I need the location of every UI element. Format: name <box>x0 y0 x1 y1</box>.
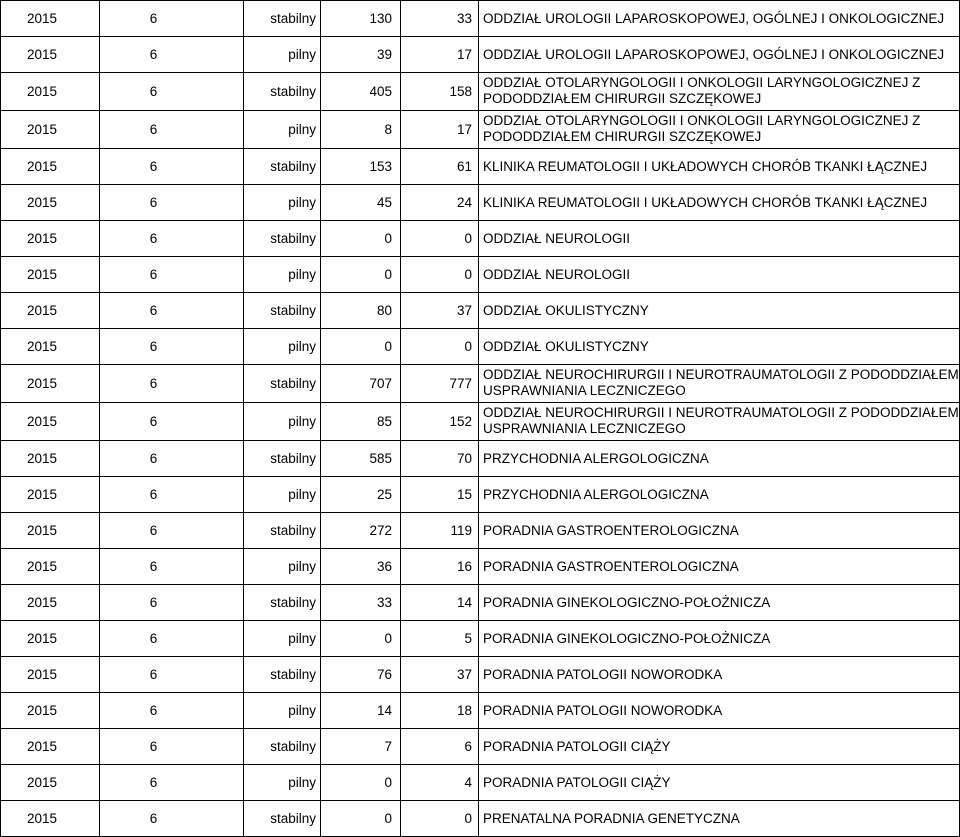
department-name-cell: ODDZIAŁ OKULISTYCZNY <box>479 293 960 329</box>
count-a-cell: 7 <box>321 729 401 765</box>
year-cell: 2015 <box>1 111 100 149</box>
count-a-cell: 0 <box>321 257 401 293</box>
department-name-cell: PORADNIA GASTROENTEROLOGICZNA <box>479 549 960 585</box>
count-b-cell: 18 <box>401 693 479 729</box>
table-row <box>1 1 960 37</box>
priority-cell: stabilny <box>244 801 321 837</box>
count-a-cell: 585 <box>321 441 401 477</box>
year-cell: 2015 <box>1 221 100 257</box>
count-b-cell: 777 <box>401 365 479 403</box>
table-row <box>1 111 960 149</box>
priority-cell: pilny <box>244 403 321 441</box>
table-row <box>1 403 960 441</box>
priority-cell: stabilny <box>244 729 321 765</box>
count-a-cell: 0 <box>321 329 401 365</box>
department-name-cell: PORADNIA GINEKOLOGICZNO-POŁOŻNICZA <box>479 621 960 657</box>
count-b-cell: 6 <box>401 729 479 765</box>
department-name-cell: ODDZIAŁ NEUROCHIRURGII I NEUROTRAUMATOLOGII Z PODODDZIAŁEM USPRAWNIANIA LECZNICZEGO <box>479 365 960 403</box>
table-row <box>1 621 960 657</box>
count-a-cell: 80 <box>321 293 401 329</box>
count-a-cell: 153 <box>321 149 401 185</box>
year-cell: 2015 <box>1 365 100 403</box>
year-cell: 2015 <box>1 441 100 477</box>
month-cell: 6 <box>100 111 244 149</box>
priority-cell: pilny <box>244 765 321 801</box>
count-a-cell: 33 <box>321 585 401 621</box>
year-cell: 2015 <box>1 149 100 185</box>
department-name-cell: PORADNIA PATOLOGII CIĄŻY <box>479 765 960 801</box>
count-b-cell: 17 <box>401 37 479 73</box>
count-b-cell: 16 <box>401 549 479 585</box>
table-row <box>1 585 960 621</box>
year-cell: 2015 <box>1 585 100 621</box>
count-a-cell: 707 <box>321 365 401 403</box>
count-b-cell: 0 <box>401 329 479 365</box>
table-row <box>1 185 960 221</box>
month-cell: 6 <box>100 441 244 477</box>
year-cell: 2015 <box>1 185 100 221</box>
department-name-cell: PRZYCHODNIA ALERGOLOGICZNA <box>479 477 960 513</box>
department-name-cell: ODDZIAŁ NEUROLOGII <box>479 257 960 293</box>
year-cell: 2015 <box>1 1 100 37</box>
count-b-cell: 0 <box>401 221 479 257</box>
count-b-cell: 5 <box>401 621 479 657</box>
month-cell: 6 <box>100 221 244 257</box>
count-b-cell: 14 <box>401 585 479 621</box>
table-row <box>1 729 960 765</box>
year-cell: 2015 <box>1 621 100 657</box>
month-cell: 6 <box>100 37 244 73</box>
count-b-cell: 152 <box>401 403 479 441</box>
year-cell: 2015 <box>1 801 100 837</box>
month-cell: 6 <box>100 73 244 111</box>
priority-cell: pilny <box>244 111 321 149</box>
count-b-cell: 119 <box>401 513 479 549</box>
priority-cell: pilny <box>244 477 321 513</box>
department-name-cell: ODDZIAŁ NEUROCHIRURGII I NEUROTRAUMATOLOGII Z PODODDZIAŁEM USPRAWNIANIA LECZNICZEGO <box>479 403 960 441</box>
count-a-cell: 45 <box>321 185 401 221</box>
table-row <box>1 149 960 185</box>
table-row <box>1 477 960 513</box>
department-name-cell: ODDZIAŁ UROLOGII LAPAROSKOPOWEJ, OGÓLNEJ I ONKOLOGICZNEJ <box>479 37 960 73</box>
priority-cell: stabilny <box>244 513 321 549</box>
count-b-cell: 37 <box>401 293 479 329</box>
priority-cell: pilny <box>244 693 321 729</box>
priority-cell: stabilny <box>244 657 321 693</box>
year-cell: 2015 <box>1 477 100 513</box>
priority-cell: pilny <box>244 621 321 657</box>
count-a-cell: 76 <box>321 657 401 693</box>
count-b-cell: 24 <box>401 185 479 221</box>
year-cell: 2015 <box>1 403 100 441</box>
table-row <box>1 765 960 801</box>
year-cell: 2015 <box>1 693 100 729</box>
department-name-cell: PRENATALNA PORADNIA GENETYCZNA <box>479 801 960 837</box>
table-row <box>1 257 960 293</box>
month-cell: 6 <box>100 477 244 513</box>
month-cell: 6 <box>100 765 244 801</box>
priority-cell: stabilny <box>244 585 321 621</box>
year-cell: 2015 <box>1 765 100 801</box>
priority-cell: stabilny <box>244 73 321 111</box>
month-cell: 6 <box>100 403 244 441</box>
month-cell: 6 <box>100 657 244 693</box>
count-a-cell: 25 <box>321 477 401 513</box>
year-cell: 2015 <box>1 657 100 693</box>
count-a-cell: 0 <box>321 621 401 657</box>
year-cell: 2015 <box>1 729 100 765</box>
priority-cell: stabilny <box>244 221 321 257</box>
month-cell: 6 <box>100 329 244 365</box>
month-cell: 6 <box>100 549 244 585</box>
month-cell: 6 <box>100 693 244 729</box>
year-cell: 2015 <box>1 549 100 585</box>
department-name-cell: PORADNIA PATOLOGII NOWORODKA <box>479 693 960 729</box>
month-cell: 6 <box>100 1 244 37</box>
department-name-cell: ODDZIAŁ NEUROLOGII <box>479 221 960 257</box>
table-row <box>1 329 960 365</box>
count-a-cell: 405 <box>321 73 401 111</box>
count-b-cell: 0 <box>401 257 479 293</box>
count-b-cell: 61 <box>401 149 479 185</box>
table-row <box>1 365 960 403</box>
month-cell: 6 <box>100 185 244 221</box>
department-name-cell: PORADNIA PATOLOGII CIĄŻY <box>479 729 960 765</box>
year-cell: 2015 <box>1 73 100 111</box>
year-cell: 2015 <box>1 257 100 293</box>
count-a-cell: 8 <box>321 111 401 149</box>
count-b-cell: 4 <box>401 765 479 801</box>
month-cell: 6 <box>100 621 244 657</box>
priority-cell: stabilny <box>244 441 321 477</box>
priority-cell: pilny <box>244 329 321 365</box>
year-cell: 2015 <box>1 37 100 73</box>
department-name-cell: ODDZIAŁ OKULISTYCZNY <box>479 329 960 365</box>
table-row <box>1 801 960 837</box>
table-row <box>1 693 960 729</box>
department-name-cell: ODDZIAŁ OTOLARYNGOLOGII I ONKOLOGII LARYNGOLOGICZNEJ Z PODODDZIAŁEM CHIRURGII SZCZĘKOWEJ <box>479 73 960 111</box>
table-row <box>1 513 960 549</box>
table-row <box>1 657 960 693</box>
priority-cell: pilny <box>244 37 321 73</box>
count-a-cell: 39 <box>321 37 401 73</box>
count-b-cell: 70 <box>401 441 479 477</box>
count-a-cell: 36 <box>321 549 401 585</box>
count-b-cell: 0 <box>401 801 479 837</box>
count-a-cell: 0 <box>321 221 401 257</box>
count-a-cell: 0 <box>321 801 401 837</box>
count-b-cell: 17 <box>401 111 479 149</box>
month-cell: 6 <box>100 257 244 293</box>
table-row <box>1 549 960 585</box>
count-a-cell: 272 <box>321 513 401 549</box>
count-a-cell: 0 <box>321 765 401 801</box>
count-b-cell: 158 <box>401 73 479 111</box>
priority-cell: pilny <box>244 549 321 585</box>
priority-cell: stabilny <box>244 149 321 185</box>
count-b-cell: 15 <box>401 477 479 513</box>
priority-cell: stabilny <box>244 1 321 37</box>
department-name-cell: ODDZIAŁ UROLOGII LAPAROSKOPOWEJ, OGÓLNEJ I ONKOLOGICZNEJ <box>479 1 960 37</box>
department-name-cell: PORADNIA GASTROENTEROLOGICZNA <box>479 513 960 549</box>
count-b-cell: 33 <box>401 1 479 37</box>
department-name-cell: PORADNIA PATOLOGII NOWORODKA <box>479 657 960 693</box>
month-cell: 6 <box>100 513 244 549</box>
table-row <box>1 73 960 111</box>
count-a-cell: 85 <box>321 403 401 441</box>
department-name-cell: KLINIKA REUMATOLOGII I UKŁADOWYCH CHORÓB TKANKI ŁĄCZNEJ <box>479 149 960 185</box>
year-cell: 2015 <box>1 293 100 329</box>
month-cell: 6 <box>100 293 244 329</box>
table-body <box>1 1 960 837</box>
month-cell: 6 <box>100 729 244 765</box>
count-a-cell: 130 <box>321 1 401 37</box>
count-a-cell: 14 <box>321 693 401 729</box>
table-row <box>1 441 960 477</box>
table-row <box>1 37 960 73</box>
department-name-cell: PRZYCHODNIA ALERGOLOGICZNA <box>479 441 960 477</box>
priority-cell: stabilny <box>244 293 321 329</box>
month-cell: 6 <box>100 801 244 837</box>
department-name-cell: PORADNIA GINEKOLOGICZNO-POŁOŻNICZA <box>479 585 960 621</box>
year-cell: 2015 <box>1 329 100 365</box>
month-cell: 6 <box>100 585 244 621</box>
priority-cell: pilny <box>244 185 321 221</box>
month-cell: 6 <box>100 365 244 403</box>
month-cell: 6 <box>100 149 244 185</box>
table-row <box>1 293 960 329</box>
priority-cell: pilny <box>244 257 321 293</box>
year-cell: 2015 <box>1 513 100 549</box>
department-name-cell: KLINIKA REUMATOLOGII I UKŁADOWYCH CHORÓB TKANKI ŁĄCZNEJ <box>479 185 960 221</box>
priority-cell: stabilny <box>244 365 321 403</box>
table-row <box>1 221 960 257</box>
department-name-cell: ODDZIAŁ OTOLARYNGOLOGII I ONKOLOGII LARYNGOLOGICZNEJ Z PODODDZIAŁEM CHIRURGII SZCZĘKOWEJ <box>479 111 960 149</box>
count-b-cell: 37 <box>401 657 479 693</box>
